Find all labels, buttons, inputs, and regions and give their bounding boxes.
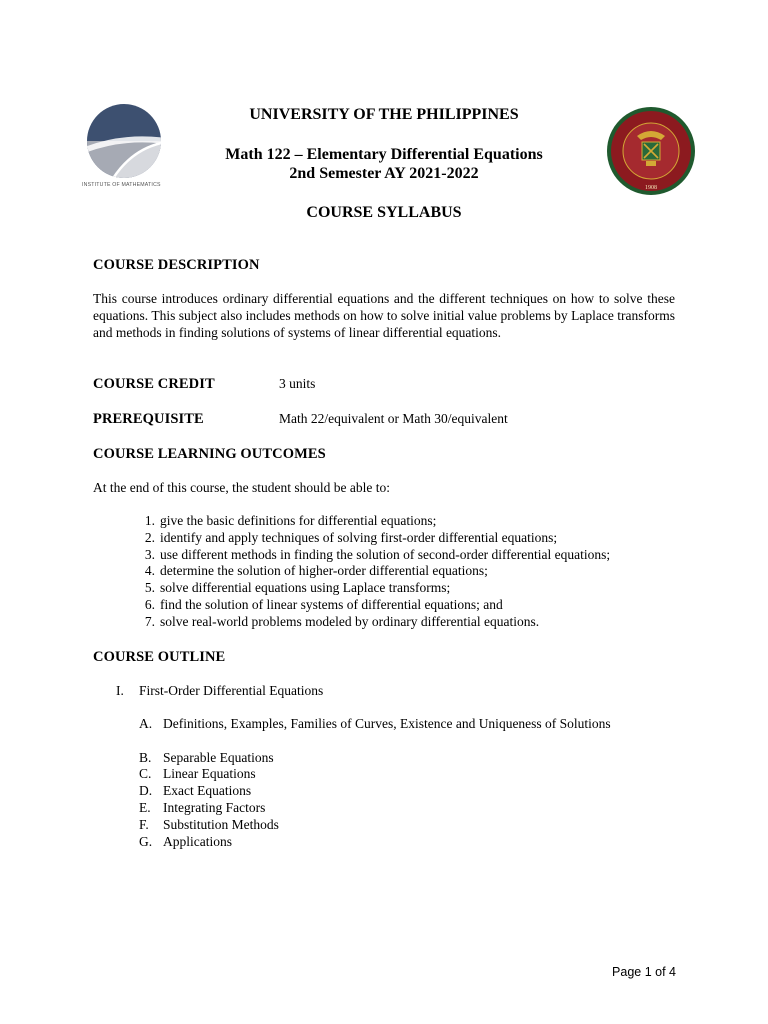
learning-outcomes-intro: At the end of this course, the student should be able to: [93,480,390,495]
course-credit-value: 3 units [279,376,316,391]
learning-outcomes-list [133,513,693,631]
list-item: 4. determine the solution of higher-order differential equations; [144,563,488,579]
page-number: Page 1 of 4 [612,965,676,979]
list-item: 7. solve real-world problems modeled by ordinary differential equations. [144,613,540,629]
list-item: 3. use different methods in finding the solution of second-order differential equations; [144,546,611,562]
seal-year: 1908 [645,185,657,191]
list-item: A. Definitions, Examples, Families of Curves, Existence and Uniqueness of Solutions [139,716,611,731]
document-title: COURSE SYLLABUS [306,204,462,221]
university-name: UNIVERSITY OF THE PHILIPPINES [249,106,519,123]
list-item: 2. identify and apply techniques of solving first-order differential equations; [144,529,558,545]
list-item: F. Substitution Methods [139,816,279,832]
outline-section-title: First-Order Differential Equations [139,683,324,698]
list-item: C. Linear Equations [139,766,256,782]
list-item: B. Separable Equations [139,749,274,765]
list-item: 6. find the solution of linear systems of differential equations; and [144,596,503,612]
prerequisite-value: Math 22/equivalent or Math 30/equivalent [279,411,508,426]
course-outline-heading: COURSE OUTLINE [93,649,226,665]
list-item: G. Applications [139,833,232,849]
course-credit-label: COURSE CREDIT [93,376,215,392]
course-description-heading: COURSE DESCRIPTION [93,257,260,273]
course-description-text: This course introduces ordinary differential equations and the different techniques on how to solve these equations. This subject also includes methods on how to solve initial value problems by Laplace transforms and methods in finding solutions of systems of linear differential equations. [93,291,675,340]
list-item: 5. solve differential equations using Laplace transforms; [144,580,451,596]
list-item: 1. give the basic definitions for differential equations; [144,513,437,528]
outline-topics-list [139,716,659,850]
list-item: E. Integrating Factors [139,799,266,815]
learning-outcomes-heading: COURSE LEARNING OUTCOMES [93,446,326,462]
course-title: Math 122 – Elementary Differential Equations [225,146,543,163]
list-item: D. Exact Equations [139,783,252,799]
semester: 2nd Semester AY 2021-2022 [289,165,479,182]
prerequisite-label: PREREQUISITE [93,411,204,427]
logo-caption: INSTITUTE OF MATHEMATICS [82,182,161,188]
outline-section-number: I. [116,683,124,698]
